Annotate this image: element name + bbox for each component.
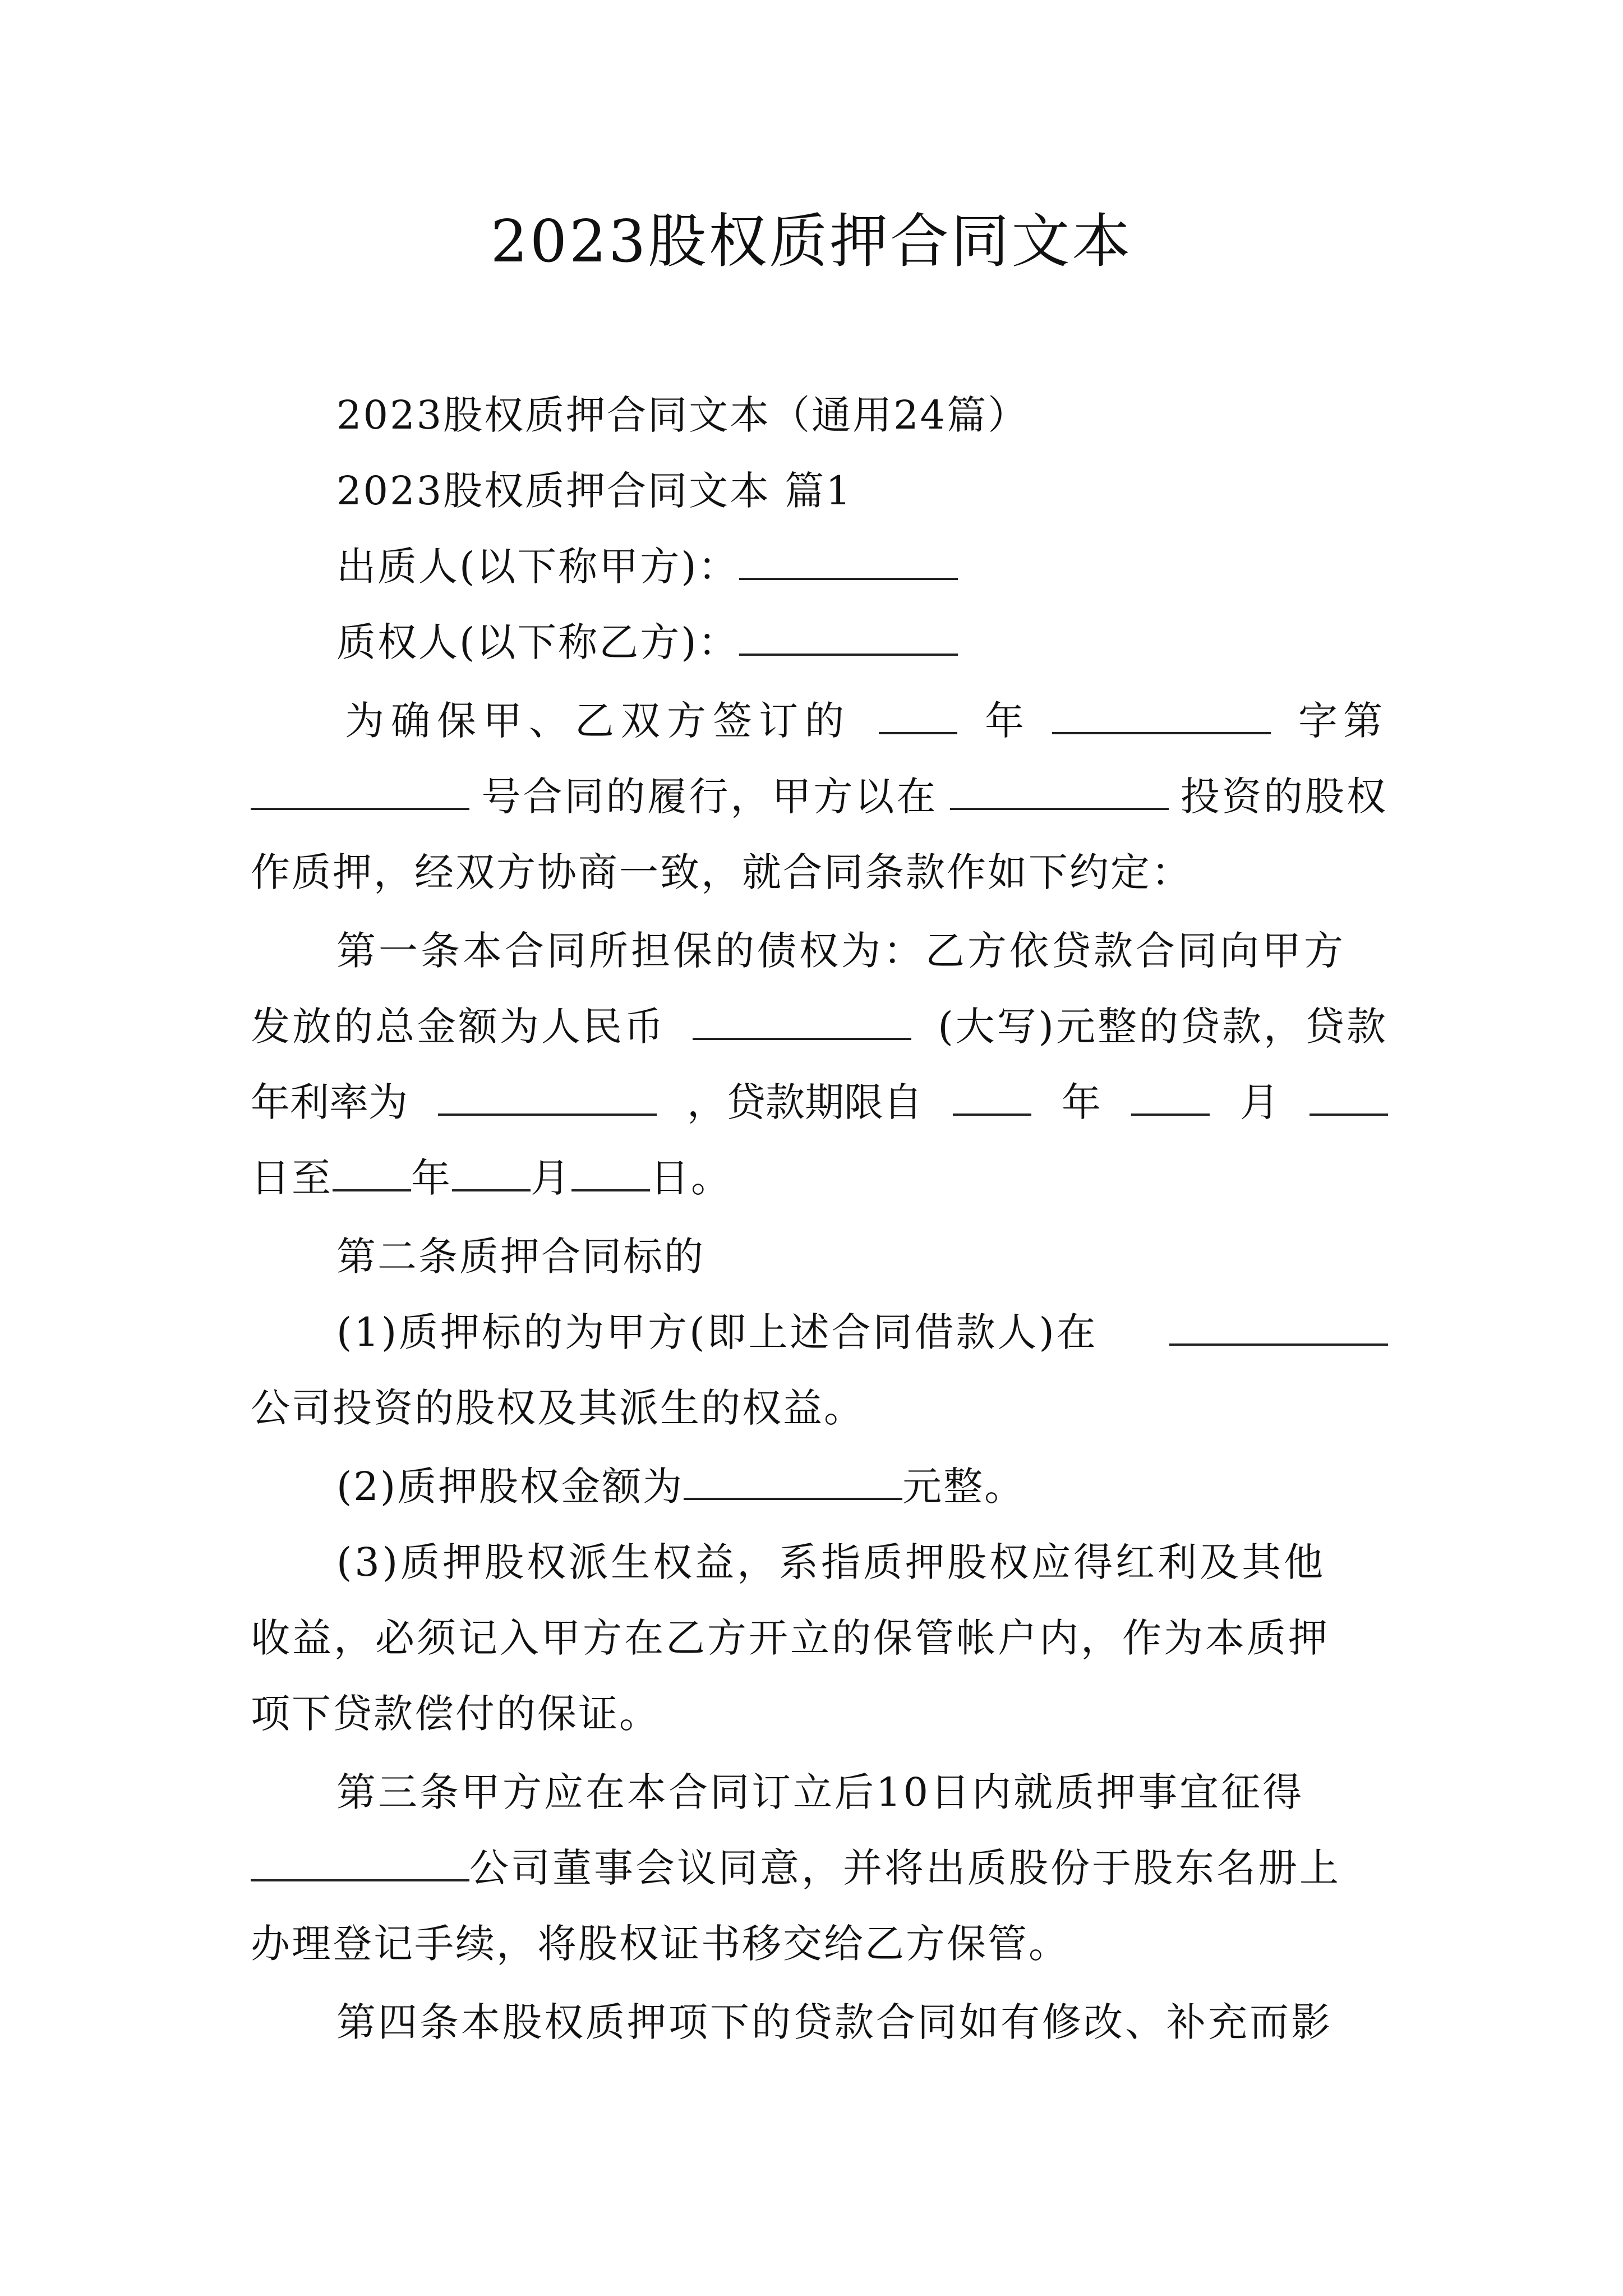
- intro-text-1c: 字第: [1298, 698, 1388, 744]
- article2-heading: 第二条质押合同标的: [336, 1234, 705, 1280]
- board-company-blank: [251, 1840, 469, 1881]
- intro-text-1b: 年: [985, 698, 1024, 744]
- start-day-blank: [1310, 1074, 1388, 1116]
- pledgee-label: 质权人(以下称乙方)：: [336, 619, 739, 665]
- end-day-blank: [571, 1150, 650, 1191]
- article1-text-4a: 日至: [251, 1155, 333, 1201]
- end-year-blank: [333, 1150, 411, 1191]
- end-month-blank: [452, 1150, 531, 1191]
- intro-company-blank: [950, 769, 1169, 810]
- document-subtitle: 2023股权质押合同文本（通用24篇）: [336, 392, 1029, 438]
- start-month-blank: [1131, 1074, 1210, 1116]
- intro-year-blank: [879, 693, 957, 734]
- article1-text-4d: 日。: [650, 1155, 732, 1201]
- intro-text-1a: 为确保甲、乙双方签订的: [345, 698, 851, 744]
- article3-line-2: [251, 1840, 1341, 1896]
- article2-item1-line-2: 公司投资的股权及其派生的权益。: [251, 1385, 865, 1431]
- intro-text-2b: 投资的股权: [1180, 774, 1388, 820]
- article3-line-1: 第三条甲方应在本合同订立后10日内就质押事宜征得: [336, 1769, 1304, 1815]
- intro-text-2a: 号合同的履行，甲方以在: [481, 774, 938, 820]
- target-company-blank: [1169, 1304, 1388, 1346]
- intro-line-1: [345, 693, 1388, 749]
- article1-line-1: 第一条本合同所担保的债权为：乙方依贷款合同向甲方: [336, 928, 1346, 974]
- pledgee-blank: [739, 614, 958, 656]
- article1-text-4c: 月: [531, 1155, 571, 1201]
- article2-item1-line-1: [336, 1304, 1388, 1360]
- pledge-amount-blank: [684, 1458, 902, 1500]
- intro-line-2: [251, 769, 1388, 825]
- pledgor-line: [336, 539, 958, 595]
- article2-item3-line-2: 收益，必须记入甲方在乙方开立的保管帐户内，作为本质押: [251, 1615, 1330, 1661]
- document-title: 2023股权质押合同文本: [490, 207, 1133, 275]
- start-year-blank: [953, 1074, 1031, 1116]
- intro-number-blank: [251, 769, 469, 810]
- article1-text-3a: 年利率为: [251, 1079, 408, 1125]
- pledgee-line: [336, 614, 958, 670]
- article1-line-3: [251, 1074, 1388, 1130]
- intro-line-3: 作质押，经双方协商一致，就合同条款作如下约定：: [251, 849, 1192, 895]
- pledgor-label: 出质人(以下称甲方)：: [336, 544, 739, 590]
- article1-text-2b: (大写)元整的贷款，贷款: [938, 1004, 1388, 1050]
- section-heading: 2023股权质押合同文本 篇1: [336, 468, 852, 514]
- article2-item2-line: [336, 1458, 1025, 1515]
- article2-item2-text-b: 元整。: [902, 1464, 1026, 1510]
- article1-text-3c: 年: [1062, 1079, 1101, 1125]
- article4-line-1: 第四条本股权质押项下的贷款合同如有修改、补充而影: [336, 1999, 1332, 2045]
- article1-text-4b: 年: [411, 1155, 452, 1201]
- article3-line-3: 办理登记手续，将股权证书移交给乙方保管。: [251, 1921, 1069, 1967]
- article2-item3-line-1: (3)质押股权派生权益，系指质押股权应得红利及其他: [336, 1539, 1326, 1585]
- pledgor-blank: [739, 539, 958, 580]
- article1-text-3d: 月: [1240, 1079, 1279, 1125]
- article1-line-4: [251, 1150, 732, 1206]
- article1-line-2: [251, 999, 1388, 1055]
- interest-rate-blank: [438, 1074, 657, 1116]
- article1-text-3b: ，贷款期限自: [687, 1079, 923, 1125]
- article3-text-2: 公司董事会议同意，并将出质股份于股东名册上: [469, 1845, 1341, 1891]
- loan-amount-blank: [693, 999, 911, 1040]
- intro-code-blank: [1052, 693, 1271, 734]
- article2-item3-line-3: 项下贷款偿付的保证。: [251, 1691, 660, 1737]
- article2-item1-text-a: (1)质押标的为甲方(即上述合同借款人)在: [336, 1309, 1098, 1355]
- article2-item2-text-a: (2)质押股权金额为: [336, 1464, 684, 1510]
- article1-text-2a: 发放的总金额为人民币: [251, 1004, 666, 1050]
